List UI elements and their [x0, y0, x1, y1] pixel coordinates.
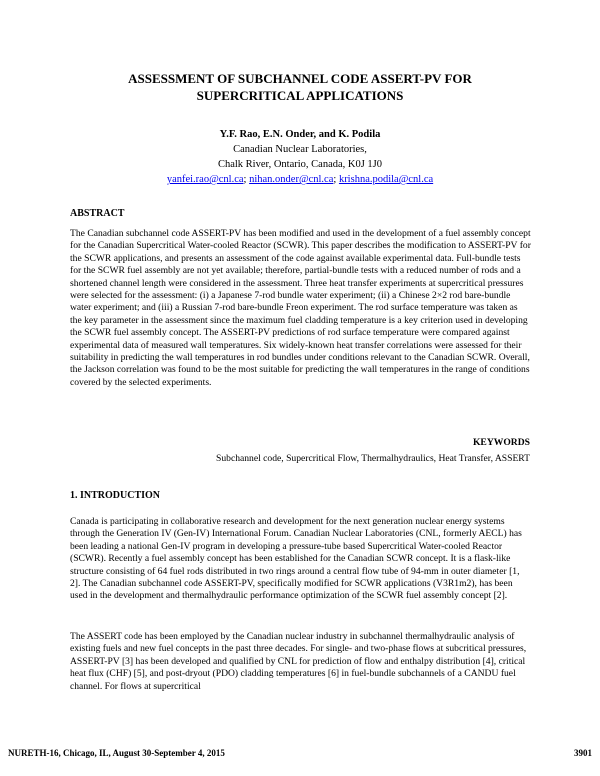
paper-title	[70, 70, 530, 104]
email-separator: ;	[243, 174, 250, 185]
email-link-rao[interactable]: yanfei.rao@cnl.ca	[166, 174, 244, 185]
footer-conference: NURETH-16, Chicago, IL, August 30-September 4, 2015	[8, 748, 225, 758]
keywords-list: Subchannel code, Supercritical Flow, Thermalhydraulics, Heat Transfer, ASSERT	[216, 453, 530, 464]
email-separator: ;	[333, 174, 339, 185]
email-link-onder[interactable]: nihan.onder@cnl.ca	[249, 174, 334, 185]
keywords-heading: KEYWORDS	[472, 437, 530, 448]
author-block	[70, 127, 530, 187]
page-number: 3901	[574, 748, 592, 758]
introduction-heading: 1. INTRODUCTION	[70, 490, 161, 501]
title-line-2: SUPERCRITICAL APPLICATIONS	[196, 88, 404, 103]
email-line	[70, 172, 530, 187]
email-link-podila[interactable]: krishna.podila@cnl.ca	[338, 174, 434, 185]
affiliation: Canadian Nuclear Laboratories,	[233, 144, 367, 155]
introduction-paragraph-2: The ASSERT code has been employed by the Canadian nuclear industry in subchannel thermalhydraulic analysis of existing fuels and new fuel concepts in the past three decades. For single- and two-phase flows at subcritical pressures, ASSERT-PV [3] has been developed and qualified by CNL for prediction of flow and enthalpy distribution [4], critical heat flux (CHF) [5], and post-dryout (PDO) cladding temperatures [6] in fuel-bundle subchannels of a CANDU fuel channel. For flows at supercritical	[70, 631, 527, 692]
author-names: Y.F. Rao, E.N. Onder, and K. Podila	[219, 129, 381, 140]
address: Chalk River, Ontario, Canada, K0J 1J0	[217, 159, 383, 170]
introduction-paragraph-1: Canada is participating in collaborative research and development for the next generation nuclear energy systems through the Generation IV (Gen-IV) International Forum. Canadian Nuclear Laboratories (CNL, formerly AECL) has been leading a national Gen-IV program in developing a pressure-tube based Supercritical Water-cooled Reactor (SCWR). Recently a fuel assembly concept has been established for the Canadian SCWR concept. It is a flask-like structure consisting of 64 fuel rods distributed in two rings around a central flow tube of 94-mm in outer diameter [1, 2]. The Canadian subchannel code ASSERT-PV, specifically modified for SCWR applications (V3R1m2), has been used in the development and thermalhydraulic performance optimization of the SCWR fuel assembly concept [2].	[70, 516, 522, 602]
page-footer	[8, 748, 592, 758]
abstract-heading: ABSTRACT	[70, 208, 125, 219]
title-line-1: ASSESSMENT OF SUBCHANNEL CODE ASSERT-PV FOR	[128, 71, 472, 86]
abstract-text: The Canadian subchannel code ASSERT-PV has been modified and used in the development of a fuel assembly concept for the Canadian Supercritical Water-cooled Reactor (SCWR). This paper describes the modification to ASSERT-PV for the SCWR applications, and presents an assessment of the code against available experimental data. Full-bundle tests for the SCWR fuel assembly are not yet available; therefore, partial-bundle tests with a reduced number of rods and a shortened channel length were considered in the assessment. Three heat transfer experiments at supercritical pressures were selected for the assessment: (i) a Japanese 7-rod bundle water experiment; (ii) a Chinese 2×2 rod bare-bundle water experiment; and (iii) a Russian 7-rod bare-bundle Freon experiment. The rod surface temperature was taken as the key parameter in the assessment since the maximum fuel cladding temperature is a key criterion used in developing the SCWR fuel assembly concept. The ASSERT-PV predictions of rod surface temperature were compared against experimental data of measured wall temperatures. Six widely-known heat transfer correlations were assessed for their suitability in predicting the wall temperatures in rod bundles under conditions relevant to the Canadian SCWR. Overall, the Jackson correlation was found to be the most suitable for predicting the wall temperatures in the range of conditions covered by the selected experiments.	[70, 228, 531, 388]
